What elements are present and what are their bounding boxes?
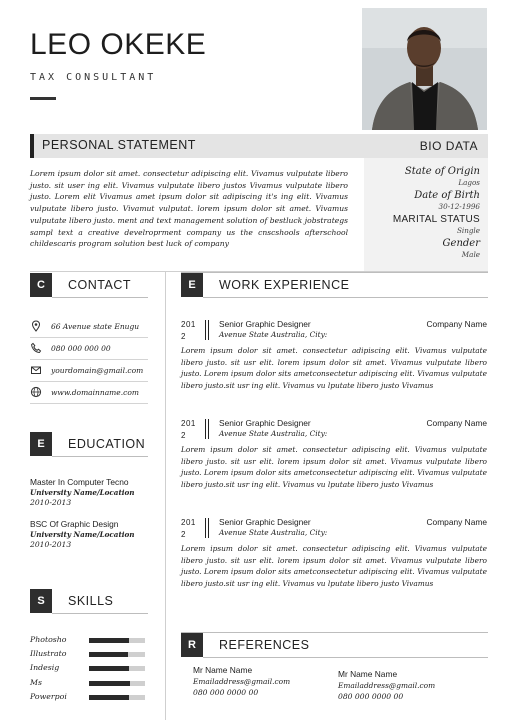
contact-underline xyxy=(52,297,148,298)
education-school: University Name/Location xyxy=(30,530,135,539)
skill-row xyxy=(30,634,148,646)
skill-name: Indesig xyxy=(30,663,60,672)
work-year-top: 201 xyxy=(181,320,196,329)
skill-name: Illustrato xyxy=(30,649,67,658)
globe-icon xyxy=(30,386,42,398)
skill-level-bar xyxy=(89,681,145,686)
work-year-bottom: 2 xyxy=(181,530,186,539)
reference-item xyxy=(338,668,468,702)
personal-statement-title: PERSONAL STATEMENT xyxy=(42,138,196,152)
work-letter-badge: E xyxy=(181,273,203,297)
work-item xyxy=(181,418,487,496)
skill-row xyxy=(30,691,148,703)
skill-row xyxy=(30,662,148,674)
phone-icon xyxy=(30,342,42,354)
work-experience-title: WORK EXPERIENCE xyxy=(219,278,350,292)
bio-value-gender: Male xyxy=(461,250,480,259)
reference-phone: 080 000 0000 00 xyxy=(338,692,404,701)
skills-underline xyxy=(52,613,148,614)
work-year xyxy=(181,319,203,343)
skill-row xyxy=(30,648,148,660)
references-underline xyxy=(203,657,488,658)
bio-label-gender: Gender xyxy=(442,238,480,249)
education-years: 2010-2013 xyxy=(30,498,72,507)
work-description: Lorem ipsum dolor sit amet. consectetur adipiscing elit. Vivamus vulputate libero justo. sit usr elit. lorem ipsum dolor sit amet. Vivamus vulputate libero justo. Lorem ipsum dolor sits ametconsectetur adipiscing elit. Vivamus vulputate libero justo.sit usr ing elit. Vivamus vu lputate libero justo Vivamus xyxy=(181,445,487,489)
bio-label-marital: MARITAL STATUS xyxy=(392,214,480,225)
skills-header xyxy=(30,589,148,613)
education-header xyxy=(30,432,148,456)
location-pin-icon xyxy=(30,320,42,332)
contact-row-website[interactable] xyxy=(30,382,148,404)
bio-label-state: State of Origin xyxy=(404,166,480,177)
education-underline xyxy=(52,456,148,457)
skill-level-fill xyxy=(89,666,129,671)
education-item xyxy=(30,519,160,550)
reference-item xyxy=(193,664,323,698)
work-company: Company Name xyxy=(426,517,487,527)
skills-letter-badge: S xyxy=(30,589,52,613)
work-year-top: 201 xyxy=(181,518,196,527)
education-degree: Master In Computer Tecno xyxy=(30,477,129,487)
education-school: University Name/Location xyxy=(30,488,135,497)
work-description: Lorem ipsum dolor sit amet. consectetur adipiscing elit. Vivamus vulputate libero justo. sit usr elit. lorem ipsum dolor sit amet. Vivamus vulputate libero justo. Lorem ipsum dolor sits ametconsectetur adipiscing elit. Vivamus vulputate libero justo.sit usr ing elit. Vivamus vu lputate libero justo Vivamus xyxy=(181,544,487,588)
work-separator xyxy=(205,320,209,340)
work-role: Senior Graphic Designer xyxy=(219,319,311,329)
work-item xyxy=(181,517,487,595)
mail-icon xyxy=(30,364,42,376)
personal-statement-header xyxy=(30,134,362,158)
contact-row-address xyxy=(30,316,148,338)
skill-level-bar xyxy=(89,666,145,671)
skill-level-fill xyxy=(89,681,130,686)
skill-name: Ms xyxy=(30,678,42,687)
contact-email-link[interactable]: yourdomain@gmail.com xyxy=(51,366,144,375)
bio-data-header xyxy=(362,134,488,158)
work-year-top: 201 xyxy=(181,419,196,428)
contact-row-email[interactable] xyxy=(30,360,148,382)
bio-data-list xyxy=(380,166,480,262)
work-company: Company Name xyxy=(426,319,487,329)
portrait-illustration xyxy=(362,8,487,130)
work-location: Avenue State Australia, City: xyxy=(219,528,328,537)
skill-name: Powerpoi xyxy=(30,692,67,701)
contact-letter-badge: C xyxy=(30,273,52,297)
skills-title: SKILLS xyxy=(68,594,114,608)
bio-data-title: BIO DATA xyxy=(419,139,478,153)
personal-statement-text: Lorem ipsum dolor sit amet. consectetur adipiscing elit. Vivamus vulputate libero justo. sit user ing elit. Vivamus vulputate libero justos Vivamus vulputate libero justo. Lorem elit Vivamus amet ipsum dolor sit adipiscing it's ing elit. Vivamus vulputate libero justo. Vivamut vulputat. lorem ipsum dolor sit amet. Vivamus vulputate libero justo. ment and text management solution of bestluck jobstrategs sampl text a creative develroprment company us the cnscshools afterschool childescaris program solution best luck of company xyxy=(30,169,348,249)
profile-photo xyxy=(362,8,487,130)
education-letter-badge: E xyxy=(30,432,52,456)
work-year-bottom: 2 xyxy=(181,332,186,341)
bio-value-state: Lagos xyxy=(458,178,480,187)
column-divider xyxy=(165,272,166,720)
job-title: TAX CONSULTANT xyxy=(30,72,157,83)
contact-address-text: 66 Avenue state Enugu xyxy=(51,322,140,331)
work-company: Company Name xyxy=(426,418,487,428)
skill-level-fill xyxy=(89,638,129,643)
contact-phone-text: 080 000 000 00 xyxy=(51,344,111,353)
reference-email[interactable]: Emailaddress@gmail.com xyxy=(338,681,436,690)
work-separator xyxy=(205,518,209,538)
work-description: Lorem ipsum dolor sit amet. consectetur adipiscing elit. Vivamus vulputate libero justo. sit usr elit. lorem ipsum dolor sit amet. Vivamus vulputate libero justo. Lorem ipsum dolor sits ametconsectetur adipiscing elit. Vivamus vulputate libero justo.sit usr ing elit. Vivamus vu lputate libero justo Vivamus xyxy=(181,346,487,390)
work-location: Avenue State Australia, City: xyxy=(219,429,328,438)
references-title: REFERENCES xyxy=(219,638,310,652)
candidate-name: LEO OKEKE xyxy=(30,28,207,61)
education-title: EDUCATION xyxy=(68,437,146,451)
reference-email[interactable]: Emailaddress@gmail.com xyxy=(193,677,291,686)
skill-level-fill xyxy=(89,695,129,700)
education-years: 2010-2013 xyxy=(30,540,72,549)
bio-value-marital: Single xyxy=(456,226,480,235)
work-year xyxy=(181,418,203,442)
contact-website-link[interactable]: www.domainname.com xyxy=(51,388,139,397)
skill-level-fill xyxy=(89,652,128,657)
reference-phone: 080 000 0000 00 xyxy=(193,688,259,697)
skill-level-bar xyxy=(89,695,145,700)
work-separator xyxy=(205,419,209,439)
bio-value-dob: 30-12-1996 xyxy=(438,202,480,211)
work-year xyxy=(181,517,203,541)
skill-row xyxy=(30,677,148,689)
education-item xyxy=(30,477,160,508)
contact-header xyxy=(30,273,148,297)
skill-level-bar xyxy=(89,652,145,657)
references-header xyxy=(181,632,488,656)
reference-name: Mr Name Name xyxy=(338,669,398,679)
work-item xyxy=(181,319,487,397)
work-location: Avenue State Australia, City: xyxy=(219,330,328,339)
contact-row-phone xyxy=(30,338,148,360)
skill-name: Photosho xyxy=(30,635,67,644)
work-underline xyxy=(203,297,488,298)
work-role: Senior Graphic Designer xyxy=(219,517,311,527)
education-degree: BSC Of Graphic Design xyxy=(30,519,119,529)
reference-name: Mr Name Name xyxy=(193,665,253,675)
references-letter-badge: R xyxy=(181,633,203,657)
work-year-bottom: 2 xyxy=(181,431,186,440)
skill-level-bar xyxy=(89,638,145,643)
title-underline xyxy=(30,97,56,100)
bio-label-dob: Date of Birth xyxy=(414,190,480,201)
work-experience-header xyxy=(181,272,488,296)
work-role: Senior Graphic Designer xyxy=(219,418,311,428)
contact-title: CONTACT xyxy=(68,278,131,292)
